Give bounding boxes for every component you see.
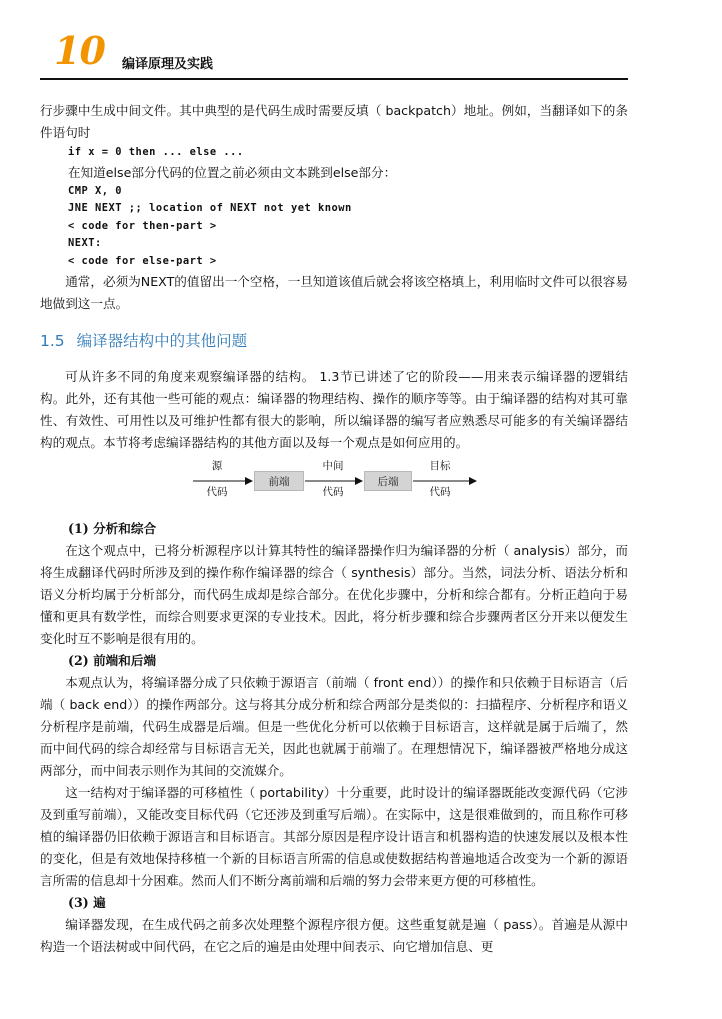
intermediate-label-bottom: 代码 bbox=[322, 485, 344, 498]
code-line: JNE NEXT ;; location of NEXT not yet known bbox=[68, 202, 352, 215]
subsection-heading-pass bbox=[40, 892, 628, 914]
section-heading bbox=[40, 330, 628, 352]
subsection-title: 分析和综合 bbox=[93, 520, 157, 536]
subsection-heading-analysis bbox=[40, 518, 628, 540]
backend-box: 后端 bbox=[364, 471, 412, 491]
code-line: < code for else-part > bbox=[68, 254, 217, 267]
section-intro-paragraph: 可从许多不同的角度来观察编译器的结构。 1.3节已讲述了它的阶段——用来表示编译器的逻辑结构。此外，还有其他一些可能的观点：编译器的物理结构、操作的顺序等等。由于编译器的结构对其可靠性、有效性、可用性以及可维护性都有很大的影响，所以编译器的编写者应熟悉尽可能多的有关编译器结构的观点。本节将考虑编译器结构的其他方面以及每一个观点是如何应用的。 bbox=[40, 368, 628, 450]
source-label-top: 源 bbox=[211, 459, 223, 472]
subsection-paragraph: 在这个观点中，已将分析源程序以计算其特性的编译器操作归为编译器的分析（ analysis）部分，而将生成翻译代码时所涉及到的操作称作编译器的综合（ synthesis）部分。当然，词法分析、语法分析和语义分析均属于分析部分，而代码生成却是综合部分。在优化步骤中，分析和综合都有。分析正趋向于易懂和更具有数学性，而综合则要求更深的专业技术。因此，将分析步骤和综合步骤两者区分开来以便发生变化时互不影响是很有用的。 bbox=[40, 542, 628, 646]
compiler-structure-diagram bbox=[40, 460, 628, 510]
book-title: 编译原理及实践 bbox=[122, 57, 214, 72]
code-line: CMP X, 0 bbox=[68, 184, 123, 197]
page-content bbox=[40, 100, 628, 958]
code-note: 在知道else部分代码的位置之前必须由文本跳到else部分： bbox=[68, 164, 397, 180]
section-title: 编译器结构中的其他问题 bbox=[76, 331, 248, 350]
target-label-top: 目标 bbox=[429, 459, 451, 472]
subsection-title: 遍 bbox=[93, 894, 106, 910]
subsection-number: (3) bbox=[68, 894, 89, 910]
frontend-box: 前端 bbox=[254, 471, 304, 491]
chapter-number: 10 bbox=[54, 28, 105, 73]
code-line: < code for then-part > bbox=[68, 219, 217, 232]
code-line: NEXT: bbox=[68, 237, 102, 250]
intermediate-label-top: 中间 bbox=[322, 459, 344, 472]
page-header bbox=[40, 30, 628, 80]
subsection-heading-frontend-backend bbox=[40, 650, 628, 672]
target-label-bottom: 代码 bbox=[429, 485, 451, 498]
code-example-1 bbox=[40, 144, 628, 271]
subsection-number: (1) bbox=[68, 520, 89, 536]
source-label-bottom: 代码 bbox=[206, 485, 228, 498]
section-number: 1.5 bbox=[40, 331, 65, 350]
subsection-paragraph: 这一结构对于编译器的可移植性（ portability）十分重要，此时设计的编译器既能改变源代码（它涉及到重写前端），又能改变目标代码（它还涉及到重写后端）。在实际中，这是很难做到的，而且称作可移植的编译器仍旧依赖于源语言和目标语言。其部分原因是程序设计语言和机器构造的快速发展以及根本性的变化，但是有效地保持移植一个新的目标语言所需的信息或使数据结构普遍地适合改变为一个新的源语言所需的信息却十分困难。然而人们不断分离前端和后端的努力会带来更方便的可移植性。 bbox=[40, 784, 628, 888]
intro-paragraph-2: 通常，必须为NEXT的值留出一个空格，一旦知道该值后就会将该空格填上，利用临时文件可以很容易地做到这一点。 bbox=[40, 273, 628, 311]
intro-paragraph: 行步骤中生成中间文件。其中典型的是代码生成时需要反填（ backpatch）地址。例如，当翻译如下的条件语句时 bbox=[40, 103, 628, 140]
subsection-paragraph: 编译器发现，在生成代码之前多次处理整个源程序很方便。这些重复就是遍（ pass）。首遍是从源中构造一个语法树或中间代码，在它之后的遍是由处理中间表示、向它增加信息、更 bbox=[40, 916, 628, 954]
subsection-number: (2) bbox=[68, 652, 89, 668]
code-line: if x = 0 then ... else ... bbox=[68, 146, 244, 158]
subsection-paragraph: 本观点认为，将编译器分成了只依赖于源语言（前端（ front end））的操作和只依赖于目标语言（后端（ back end））的操作两部分。这与将其分成分析和综合两部分是类似的：扫描程序、分析程序和语义分析程序是前端，代码生成器是后端。但是一些优化分析可以依赖于目标语言，这样就是属于后端了，然而中间代码的综合却经常与目标语言无关，因此也就属于前端了。在理想情况下，编译器被严格地分成这两部分，而中间表示则作为其间的交流媒介。 bbox=[40, 674, 628, 778]
subsection-title: 前端和后端 bbox=[93, 652, 157, 668]
